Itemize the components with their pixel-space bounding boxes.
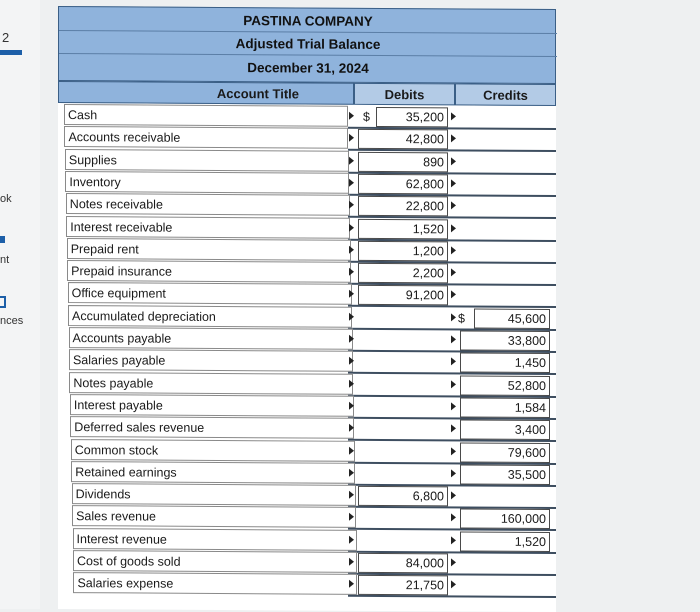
- credit-input[interactable]: [460, 576, 550, 597]
- credit-input[interactable]: 1,520: [460, 531, 550, 552]
- debit-input[interactable]: 1,200: [358, 241, 448, 262]
- table-row: [58, 461, 556, 486]
- cell-marker-icon: [349, 223, 354, 231]
- cell-marker-icon: [451, 335, 456, 343]
- table-row: [58, 327, 556, 352]
- account-title-cell[interactable]: Notes receivable: [66, 193, 350, 216]
- cell-marker-icon: [451, 224, 456, 232]
- cell-marker-icon: [349, 246, 354, 254]
- debit-input[interactable]: 35,200: [376, 107, 448, 127]
- cell-marker-icon: [451, 469, 456, 477]
- table-row: [58, 505, 556, 530]
- credit-currency-symbol: $: [458, 311, 465, 326]
- table-row: [58, 216, 556, 241]
- cell-marker-icon: [451, 402, 456, 410]
- debit-input[interactable]: [358, 419, 448, 440]
- debit-input[interactable]: 6,800: [358, 486, 448, 507]
- account-title-cell[interactable]: Sales revenue: [72, 505, 356, 528]
- table-row: [58, 572, 556, 597]
- sidebar-active-indicator: [0, 50, 22, 55]
- cell-marker-icon: [349, 156, 354, 164]
- credit-input[interactable]: 45,600: [474, 308, 550, 328]
- account-title-cell[interactable]: Deferred sales revenue: [70, 416, 354, 439]
- account-title-cell[interactable]: Supplies: [65, 149, 349, 172]
- debit-input[interactable]: [358, 308, 448, 329]
- cell-marker-icon: [451, 246, 456, 254]
- cell-marker-icon: [349, 290, 354, 298]
- cell-marker-icon: [451, 157, 456, 165]
- credit-input[interactable]: [460, 487, 550, 508]
- debit-input[interactable]: [358, 374, 448, 395]
- credit-input[interactable]: 1,450: [460, 353, 550, 374]
- cell-marker-icon: [349, 491, 354, 499]
- debit-input[interactable]: 91,200: [358, 285, 448, 306]
- credit-input[interactable]: 52,800: [460, 375, 550, 396]
- account-title-cell[interactable]: Common stock: [71, 439, 355, 462]
- debit-input[interactable]: [358, 508, 448, 529]
- cell-marker-icon: [349, 402, 354, 410]
- table-row: [58, 126, 556, 151]
- left-sidebar: [0, 0, 40, 609]
- account-title-cell[interactable]: Accounts receivable: [64, 126, 348, 149]
- account-title-cell[interactable]: Salaries expense: [73, 572, 357, 595]
- debit-input[interactable]: 42,800: [358, 129, 448, 150]
- table-row: [58, 104, 556, 129]
- table-row: [58, 238, 556, 263]
- debit-input[interactable]: [358, 397, 448, 418]
- debit-input[interactable]: [358, 352, 448, 373]
- sidebar-marker: [0, 296, 6, 308]
- debit-input[interactable]: 1,520: [358, 218, 448, 239]
- cell-marker-icon: [451, 425, 456, 433]
- credit-input[interactable]: [460, 174, 550, 195]
- credit-input[interactable]: 1,584: [460, 397, 550, 418]
- debit-input[interactable]: 84,000: [358, 553, 448, 574]
- table-row: [58, 528, 556, 553]
- table-row: [58, 372, 556, 397]
- cell-marker-icon: [349, 268, 354, 276]
- cell-marker-icon: [349, 424, 354, 432]
- statement-header: [58, 6, 556, 84]
- debit-currency-symbol: $: [363, 109, 370, 124]
- debits-header: Debits: [354, 83, 455, 106]
- cell-marker-icon: [451, 202, 456, 210]
- cell-marker-icon: [451, 268, 456, 276]
- credit-input[interactable]: [460, 241, 550, 262]
- cell-marker-icon: [349, 312, 354, 320]
- table-row: [58, 483, 556, 508]
- cell-marker-icon: [451, 291, 456, 299]
- cell-marker-icon: [349, 580, 354, 588]
- company-name: PASTINA COMPANY: [59, 9, 557, 34]
- cell-marker-icon: [349, 535, 354, 543]
- account-title-cell[interactable]: Office equipment: [68, 282, 352, 305]
- sidebar-fragment[interactable]: ok: [0, 193, 12, 205]
- account-title-cell[interactable]: Prepaid insurance: [67, 260, 351, 283]
- cell-marker-icon: [451, 581, 456, 589]
- cell-marker-icon: [451, 358, 456, 366]
- sidebar-fragment[interactable]: nces: [0, 315, 24, 327]
- trial-balance-sheet: [58, 6, 556, 612]
- cell-marker-icon: [451, 447, 456, 455]
- account-title-cell[interactable]: Interest revenue: [73, 528, 357, 551]
- cell-marker-icon: [451, 536, 456, 544]
- sidebar-fragment[interactable]: nt: [0, 254, 10, 266]
- debit-input[interactable]: [358, 464, 448, 485]
- account-title-cell[interactable]: Cash: [64, 104, 348, 127]
- credits-header: Credits: [455, 83, 556, 106]
- sidebar-marker: [0, 236, 5, 243]
- credit-input[interactable]: 79,600: [460, 442, 550, 463]
- cell-marker-icon: [349, 134, 354, 142]
- credit-input[interactable]: [460, 219, 550, 240]
- debit-input[interactable]: [358, 441, 448, 462]
- credit-input[interactable]: 3,400: [460, 420, 550, 441]
- cell-marker-icon: [451, 313, 456, 321]
- cell-marker-icon: [451, 380, 456, 388]
- statement-date: December 31, 2024: [247, 60, 369, 76]
- cell-marker-icon: [349, 179, 354, 187]
- table-row: [58, 394, 556, 419]
- credit-input[interactable]: 160,000: [460, 509, 550, 530]
- table-row: [58, 550, 556, 575]
- table-row: [58, 193, 556, 218]
- cell-marker-icon: [451, 112, 456, 120]
- credit-input[interactable]: [460, 130, 550, 151]
- debit-input[interactable]: [358, 330, 448, 351]
- cell-marker-icon: [451, 514, 456, 522]
- account-title-cell[interactable]: Cost of goods sold: [73, 550, 357, 573]
- credit-input[interactable]: [460, 197, 550, 218]
- table-row: [58, 149, 556, 174]
- table-row: [58, 439, 556, 464]
- cell-marker-icon: [349, 112, 354, 120]
- cell-marker-icon: [349, 446, 354, 454]
- account-title-cell[interactable]: Accumulated depreciation: [68, 305, 352, 328]
- account-title-cell[interactable]: Notes payable: [69, 372, 353, 395]
- account-title-cell[interactable]: Interest payable: [70, 394, 354, 417]
- cell-marker-icon: [349, 379, 354, 387]
- credit-input[interactable]: [460, 107, 550, 128]
- table-row: [58, 171, 556, 196]
- account-title-cell[interactable]: Dividends: [72, 483, 356, 506]
- cell-marker-icon: [349, 558, 354, 566]
- account-title-cell[interactable]: Interest receivable: [66, 216, 350, 239]
- statement-title: Adjusted Trial Balance: [59, 32, 557, 57]
- account-title-cell[interactable]: Accounts payable: [69, 327, 353, 350]
- credit-input[interactable]: 35,500: [460, 464, 550, 485]
- account-title-cell[interactable]: Retained earnings: [71, 461, 355, 484]
- debit-input[interactable]: 62,800: [358, 174, 448, 195]
- credit-input[interactable]: [460, 264, 550, 285]
- table-row: [58, 349, 556, 374]
- credit-input[interactable]: [460, 286, 550, 307]
- account-title-cell[interactable]: Salaries payable: [69, 349, 353, 372]
- credit-input[interactable]: 33,800: [460, 330, 550, 351]
- cell-marker-icon: [349, 513, 354, 521]
- account-title-cell[interactable]: Inventory: [65, 171, 349, 194]
- credit-input[interactable]: [460, 152, 550, 173]
- table-row: [58, 416, 556, 441]
- row-divider: [348, 595, 556, 598]
- cell-marker-icon: [349, 201, 354, 209]
- credit-input[interactable]: [460, 553, 550, 574]
- account-title-header: Account Title: [58, 81, 354, 105]
- debit-input[interactable]: 2,200: [358, 263, 448, 284]
- table-row: [58, 305, 556, 330]
- debit-input[interactable]: [358, 531, 448, 552]
- table-row: [58, 260, 556, 285]
- cell-marker-icon: [451, 179, 456, 187]
- debit-input[interactable]: 21,750: [358, 575, 448, 596]
- sidebar-fragment: 2: [2, 30, 10, 45]
- table-row: [58, 282, 556, 307]
- account-title-cell[interactable]: Prepaid rent: [67, 238, 351, 261]
- debit-input[interactable]: 890: [358, 151, 448, 172]
- cell-marker-icon: [451, 135, 456, 143]
- cell-marker-icon: [349, 357, 354, 365]
- cell-marker-icon: [451, 491, 456, 499]
- cell-marker-icon: [451, 558, 456, 566]
- cell-marker-icon: [349, 335, 354, 343]
- debit-input[interactable]: 22,800: [358, 196, 448, 217]
- cell-marker-icon: [349, 469, 354, 477]
